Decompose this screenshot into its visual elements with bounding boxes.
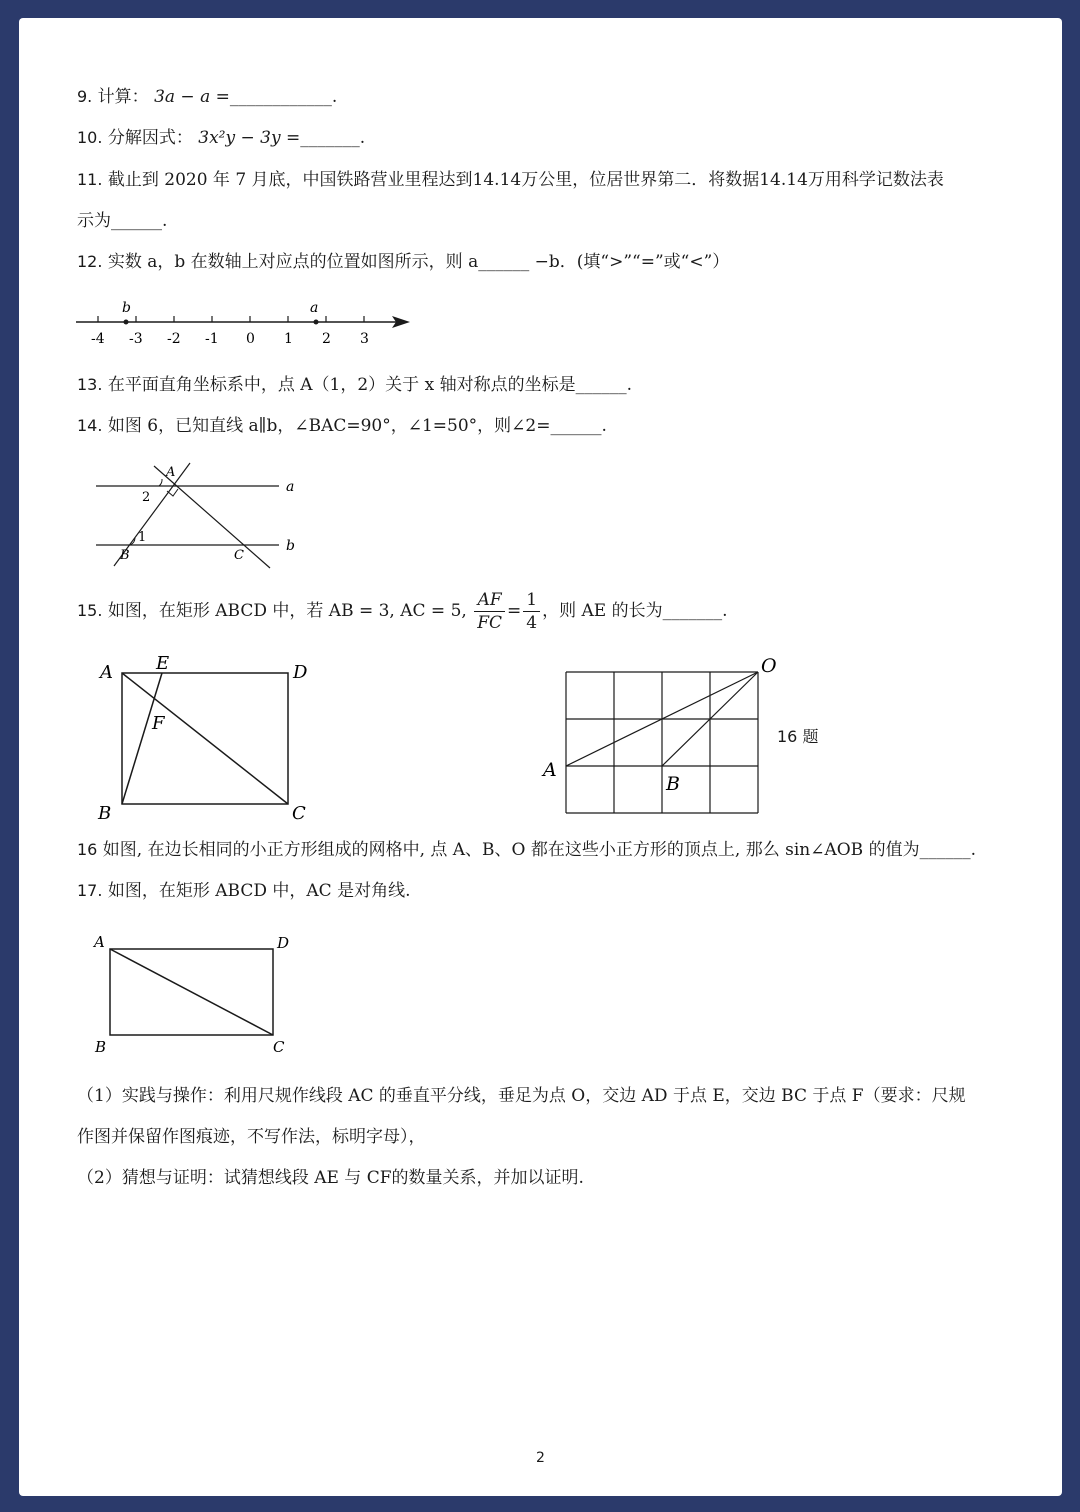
question-16-caption: 16 题: [777, 727, 819, 746]
question-10: 10. 分解因式： 3x²y − 3y =_______.: [77, 128, 366, 148]
fig16-label-a: A: [543, 759, 557, 781]
fig17-label-d: D: [277, 934, 290, 952]
fig14-label-angle-1: 1: [138, 530, 147, 545]
rectangle-abcd-figure: [94, 653, 334, 823]
point-a-dot: [314, 320, 319, 325]
fig14-label-c-point: C: [234, 548, 244, 563]
diagonal-ac-17: [110, 949, 273, 1035]
point-a-label: a: [310, 300, 319, 316]
fig15-label-a: A: [100, 662, 113, 683]
number-line-figure: [74, 296, 414, 348]
fig15-label-f: F: [152, 713, 165, 734]
question-17: 17. 如图，在矩形 ABCD 中，AC 是对角线.: [77, 881, 411, 901]
fig16-label-o: O: [761, 655, 777, 677]
question-11-continued: 示为______.: [77, 211, 168, 231]
fig14-label-line-b: b: [286, 538, 295, 554]
line-ac: [154, 466, 270, 568]
parallel-lines-figure: [94, 458, 309, 573]
fraction-af-fc: $\frac{AF}{FC}$: [474, 589, 505, 634]
angle-2-arc: [159, 479, 162, 486]
rectangle-abcd-diagonal-figure: [89, 928, 309, 1058]
number-line-tick-label: 3: [360, 331, 369, 347]
fig17-label-a: A: [94, 933, 105, 951]
fig14-label-b-point: B: [120, 548, 130, 563]
fig14-label-line-a: a: [286, 479, 295, 495]
number-line-tick-label: -2: [167, 331, 181, 347]
right-angle-mark: [167, 489, 178, 496]
question-17-part-1-continued: 作图并保留作图痕迹，不写作法，标明字母），: [77, 1127, 426, 1147]
question-9: 9. 计算： 3a − a =____________.: [77, 87, 338, 107]
question-12: 12. 实数 a，b 在数轴上对应点的位置如图所示，则 a______ −b．(填“>”“=”或“<”）: [77, 252, 730, 272]
number-line-tick-label: 0: [246, 331, 255, 347]
point-b-label: b: [122, 300, 131, 316]
number-line-tick-label: -1: [205, 331, 219, 347]
fig14-label-angle-2: 2: [142, 490, 151, 505]
question-15: 15. 如图，在矩形 ABCD 中，若 AB = 3, AC = 5, $\frac{AF}{FC}$ = $\frac{1}{4}$ ，则 AE 的长为_______.: [77, 590, 728, 633]
fig17-label-b: B: [95, 1038, 107, 1056]
point-b-dot: [124, 320, 129, 325]
fig16-label-b: B: [666, 773, 680, 795]
fig14-label-a-point: A: [166, 465, 176, 480]
fig17-label-c: C: [273, 1038, 285, 1056]
number-line-tick-label: 1: [284, 331, 293, 347]
document-page: [19, 18, 1062, 1496]
fig15-label-d: D: [293, 662, 308, 683]
question-11: 11. 截止到 2020 年 7 月底，中国铁路营业里程达到14.14万公里，位居世界第二．将数据14.14万用科学记数法表: [77, 170, 944, 190]
segment-be: [122, 673, 162, 804]
diagonal-ac: [122, 673, 288, 804]
number-line-tick-label: 2: [322, 331, 331, 347]
question-17-part-1: （1）实践与操作：利用尺规作线段 AC 的垂直平分线，垂足为点 O，交边 AD 于点 E，交边 BC 于点 F（要求：尺规: [77, 1086, 966, 1106]
question-17-part-2: （2）猜想与证明：试猜想线段 AE 与 CF的数量关系，并加以证明.: [77, 1168, 584, 1188]
question-16: 16 如图, 在边长相同的小正方形组成的网格中, 点 A、B、O 都在这些小正方形的顶点上, 那么 sin∠AOB 的值为______.: [77, 840, 976, 860]
fraction-one-quarter: $\frac{1}{4}$: [523, 589, 540, 634]
fig15-label-b: B: [98, 803, 112, 823]
number-line-tick-label: -4: [91, 331, 105, 347]
fig15-label-c: C: [292, 803, 306, 823]
number-line-tick-label: -3: [129, 331, 143, 347]
question-13: 13. 在平面直角坐标系中，点 A（1，2）关于 x 轴对称点的坐标是______.: [77, 375, 632, 395]
fig15-label-e: E: [156, 653, 170, 674]
grid-figure: [539, 650, 789, 820]
question-14: 14. 如图 6，已知直线 a∥b，∠BAC=90°，∠1=50°，则∠2=______.: [77, 416, 607, 436]
page-number: 2: [536, 1450, 545, 1466]
